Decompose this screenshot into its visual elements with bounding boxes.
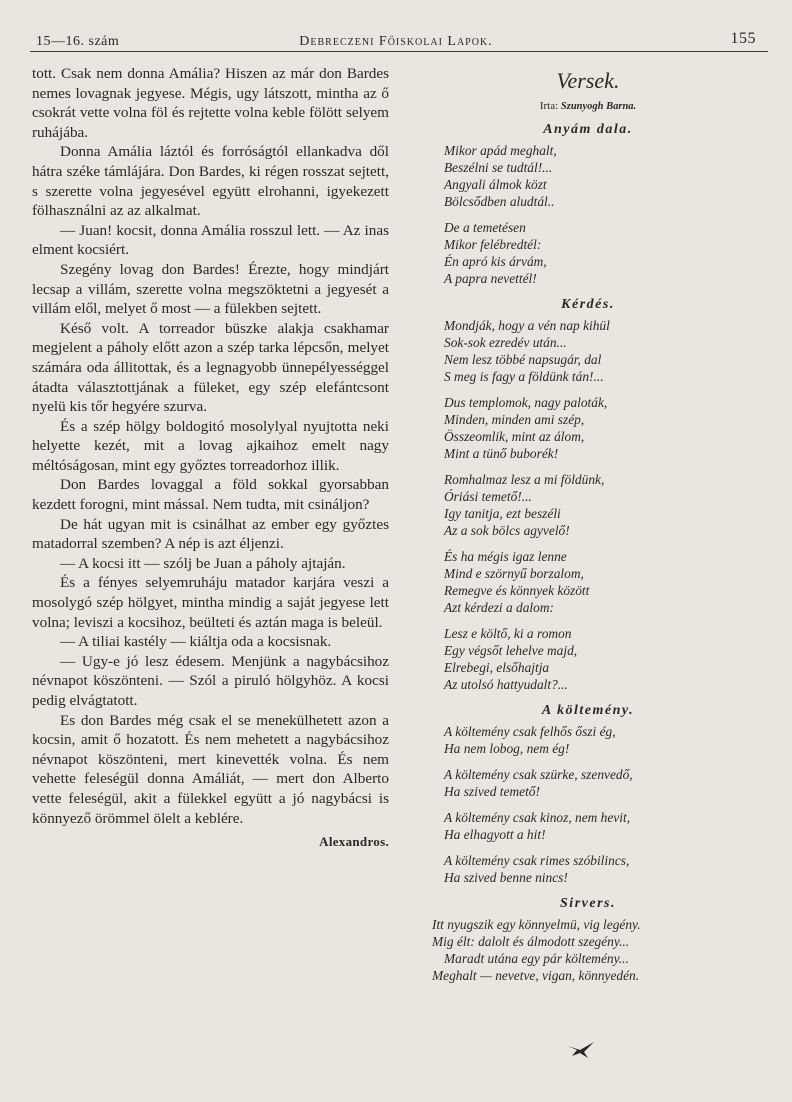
verse-line: Dus templomok, nagy paloták, bbox=[444, 395, 608, 410]
poem-stanza bbox=[432, 142, 744, 210]
verse-line: A költemény csak felhős őszi ég, bbox=[444, 724, 616, 739]
author-name: Szunyogh Barna. bbox=[560, 101, 637, 112]
poem-stanza bbox=[432, 625, 744, 693]
story-paragraph: — A tiliai kastély — kiáltja oda a kocsisnak. bbox=[60, 633, 332, 651]
story-paragraph: — Ugy-e jó lesz édesem. Menjünk a nagybácsihoz névnapot köszönteni. — Szól a piruló hölgyhöz. A kocsi pedig elvágtatott. bbox=[32, 652, 389, 709]
verse-line: Összeomlik, mint az álom, bbox=[444, 429, 585, 444]
journal-title: Debreczeni Főiskolai Lapok. bbox=[299, 34, 493, 49]
verse-line: Nem lesz többé napsugár, dal bbox=[444, 352, 602, 367]
header-rule bbox=[30, 51, 768, 52]
swallow-ornament-icon bbox=[566, 1040, 596, 1060]
verse-line: Minden, minden ami szép, bbox=[444, 412, 585, 427]
verse-line: Angyali álmok közt bbox=[444, 177, 547, 192]
poem-stanza bbox=[432, 548, 744, 616]
verse-line: Az utolsó hattyudalt?... bbox=[444, 677, 568, 692]
verse-line: Sok-sok ezredév után... bbox=[444, 335, 567, 350]
verse-line: Egy végsőt lehelve majd, bbox=[444, 643, 578, 658]
story-paragraph: De hát ugyan mit is csinálhat az ember egy győztes matadorral szemben? A nép is azt éljenzi. bbox=[32, 515, 389, 553]
verse-line: Mig élt: dalolt és álmodott szegény... bbox=[432, 934, 630, 949]
verse-line: Mind e szörnyű borzalom, bbox=[444, 566, 584, 581]
verse-line: Elrebegi, elsőhajtja bbox=[444, 660, 550, 675]
story-column bbox=[32, 64, 389, 852]
verse-line: Meghalt — nevetve, vigan, könnyedén. bbox=[432, 968, 640, 983]
verse-line: A költemény csak szürke, szenvedő, bbox=[444, 767, 633, 782]
story-paragraph: — Juan! kocsit, donna Amália rosszul lett. — Az inas elment kocsiért. bbox=[32, 221, 389, 259]
verse-line: Igy tanitja, ezt beszéli bbox=[444, 506, 561, 521]
poem-title: Kérdés. bbox=[561, 297, 615, 312]
story-paragraph: És a fényes selyemruháju matador karjára veszi a mosolygó szép hölgyet, mintha mindig a saját jegyese lett volna; leviszi a kocsihoz, beülteti és aztán maga is beleül. bbox=[32, 574, 389, 631]
verse-line: Mondják, hogy a vén nap kihül bbox=[444, 318, 610, 333]
verse-line: Romhalmaz lesz a mi földünk, bbox=[444, 472, 605, 487]
verse-line: Az a sok bölcs agyvelő! bbox=[444, 523, 570, 538]
poem-stanza bbox=[432, 471, 744, 539]
story-paragraph: És a szép hölgy boldogitó mosolylyal nyujtotta neki helyette kezét, mit a lovag ajkaihoz emelt nagy méltóságosan, mint egy győztes torreadorhoz illik. bbox=[32, 417, 389, 474]
verse-line: Maradt utána egy pár költemény... bbox=[444, 951, 629, 966]
author-label: Irta: bbox=[539, 100, 559, 112]
story-paragraph: Don Bardes lovaggal a föld sokkal gyorsabban kezdett forogni, mint mással. Nem tudta, mit csináljon? bbox=[32, 476, 389, 514]
verse-line: Mikor apád meghalt, bbox=[444, 143, 557, 158]
verse-line: Remegve és könnyek között bbox=[444, 583, 590, 598]
poem-title: Sirvers. bbox=[560, 896, 616, 911]
verse-line: Ha szived temető! bbox=[444, 784, 540, 799]
poem-stanza bbox=[432, 219, 744, 287]
verse-line: Mint a tünő buborék! bbox=[444, 446, 559, 461]
verse-line: A költemény csak kinoz, nem hevit, bbox=[444, 810, 631, 825]
verse-line: Beszélni se tudtál!... bbox=[444, 160, 553, 175]
issue-number: 15—16. szám bbox=[36, 34, 120, 49]
story-paragraph: Es don Bardes még csak el se menekülhetett azon a kocsin, amit ő hozatott. És nem mehetett a nagybácsihoz névnapot köszönteni, mert kinevették volna. És nem vehette feleségül donna Amáliát, — mert don Alberto vette feleségül, akit a fülekkel együtt a jó nagybácsi is könnyező örömmel ölelt a keblére. bbox=[32, 711, 389, 827]
verse-line: Bölcsődben aludtál.. bbox=[444, 194, 555, 209]
poem-stanza bbox=[432, 852, 744, 886]
verse-line: Itt nyugszik egy könnyelmü, vig legény. bbox=[432, 917, 641, 932]
verse-line: De a temetésen bbox=[444, 220, 526, 235]
poem-stanza bbox=[432, 809, 744, 843]
page-header bbox=[30, 30, 762, 52]
story-paragraph: Donna Amália láztól és forróságtól ellankadva dől hátra széke támlájára. Don Bardes, ki régen rosszat sejtett, s szerette volna jegyesével együtt elrohanni, igyekezett fölhasználni az az alkalmat. bbox=[32, 143, 389, 220]
story-paragraph: Késő volt. A torreador büszke alakja csakhamar megjelent a páholy előtt azon a szép tarka lépcsőn, melyet számára oda állitottak, és a legnagyobb ünnepélyességgel átadta választottjának a füleket, egy szép elefántcsont nyelü kis tőr hegyére szurva. bbox=[32, 319, 389, 416]
poem-stanza bbox=[432, 317, 744, 385]
verse-line: És ha mégis igaz lenne bbox=[444, 549, 567, 564]
verse-line: Ha nem lobog, nem ég! bbox=[444, 741, 570, 756]
verse-line: A papra nevettél! bbox=[444, 271, 537, 286]
story-paragraph: Szegény lovag don Bardes! Érezte, hogy mindjárt lecsap a villám, szerette volna megszöktetni a jegyesét a villám elől, melyet ő most — a fülekben sejtett. bbox=[32, 260, 389, 318]
poem-stanza bbox=[432, 916, 744, 984]
verse-line: Mikor felébredtél: bbox=[444, 237, 542, 252]
verses-section-title: Versek. bbox=[556, 68, 620, 93]
verse-line: Azt kérdezi a dalom: bbox=[444, 600, 554, 615]
verse-line: Lesz e költő, ki a romon bbox=[444, 626, 572, 641]
verses-author-line bbox=[432, 98, 744, 115]
story-paragraph: — A kocsi itt — szólj be Juan a páholy ajtaján. bbox=[60, 554, 346, 572]
page-number: 155 bbox=[730, 30, 756, 47]
verse-line: S meg is fagy a földünk tán!... bbox=[444, 369, 604, 384]
poem-stanza bbox=[432, 766, 744, 800]
verse-line: Ha elhagyott a hit! bbox=[444, 827, 546, 842]
verse-line: A költemény csak rimes szóbilincs, bbox=[444, 853, 630, 868]
poem-stanza bbox=[432, 723, 744, 757]
poem-title: A költemény. bbox=[541, 703, 635, 718]
verse-line: Óriási temető!... bbox=[444, 489, 532, 504]
verse-line: Én apró kis árvám, bbox=[444, 254, 547, 269]
poem-stanza bbox=[432, 394, 744, 462]
verse-line: Ha szived benne nincs! bbox=[444, 870, 568, 885]
poem-title: Anyám dala. bbox=[543, 122, 633, 137]
verses-column bbox=[432, 64, 744, 993]
story-signature: Alexandros. bbox=[319, 834, 389, 850]
story-paragraph: tott. Csak nem donna Amália? Hiszen az már don Bardes nemes lovagnak jegyese. Mégis, ugy látszott, mintha az ő csokrát vette volna föl és rejtette volna keble fölött selyem ruhájába. bbox=[32, 65, 389, 141]
